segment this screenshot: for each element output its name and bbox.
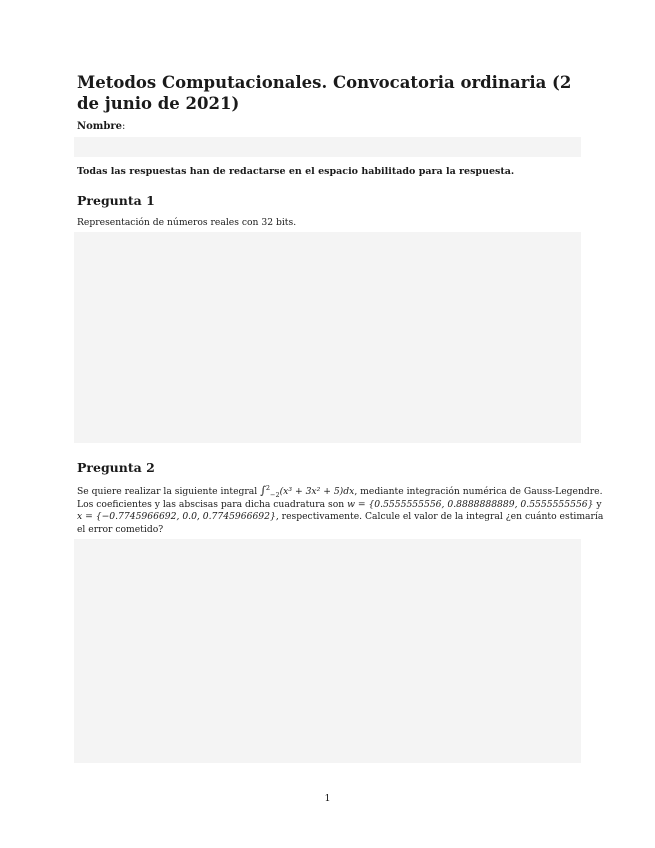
name-label	[77, 121, 125, 132]
question-2-line-1-after: , mediante integración numérica de Gauss-Legendre.	[354, 486, 603, 497]
question-1-text: Representación de números reales con 32 bits.	[77, 217, 297, 228]
question-2-line-3-after: , respectivamente. Calcule el valor de la integral ¿en cuánto estimaría	[275, 511, 604, 523]
question-2-answer-box[interactable]	[74, 539, 581, 763]
integral-lower-limit: −2	[270, 490, 280, 499]
question-2-line-1-before: Se quiere realizar la siguiente integral	[77, 486, 261, 497]
name-label-colon: :	[122, 121, 126, 132]
integral-sign: ∫	[260, 484, 266, 497]
question-1-heading: Pregunta 1	[77, 193, 155, 208]
question-2-line-3	[77, 511, 604, 524]
question-2-text	[77, 483, 604, 536]
question-2-line-1	[77, 483, 603, 499]
question-2-line-2-before: Los coeficientes y las abscisas para dicha cuadratura son	[77, 498, 348, 510]
name-label-text: Nombre	[77, 121, 123, 132]
abscissas-set: x = {−0.7745966692, 0.0, 0.7745966692}	[77, 511, 276, 523]
exam-title: Metodos Computacionales. Convocatoria ordinaria (2 de junio de 2021)	[77, 73, 572, 113]
question-2-heading: Pregunta 2	[77, 460, 155, 475]
question-2-line-2-after: y	[593, 498, 602, 510]
weights-set: w = {0.5555555556, 0.8888888889, 0.5555555556}	[347, 498, 594, 510]
question-2-line-2	[77, 498, 602, 512]
name-answer-field[interactable]	[74, 137, 581, 157]
question-2-line-4: el error cometido?	[77, 523, 164, 535]
question-1-answer-box[interactable]	[74, 232, 581, 443]
page-number: 1	[324, 793, 331, 804]
instructions-text: Todas las respuestas han de redactarse en el espacio habilitado para la respuesta.	[77, 166, 515, 177]
integrand: (x³ + 3x² + 5)dx	[279, 486, 355, 497]
integral-upper-limit: 2	[265, 483, 270, 492]
